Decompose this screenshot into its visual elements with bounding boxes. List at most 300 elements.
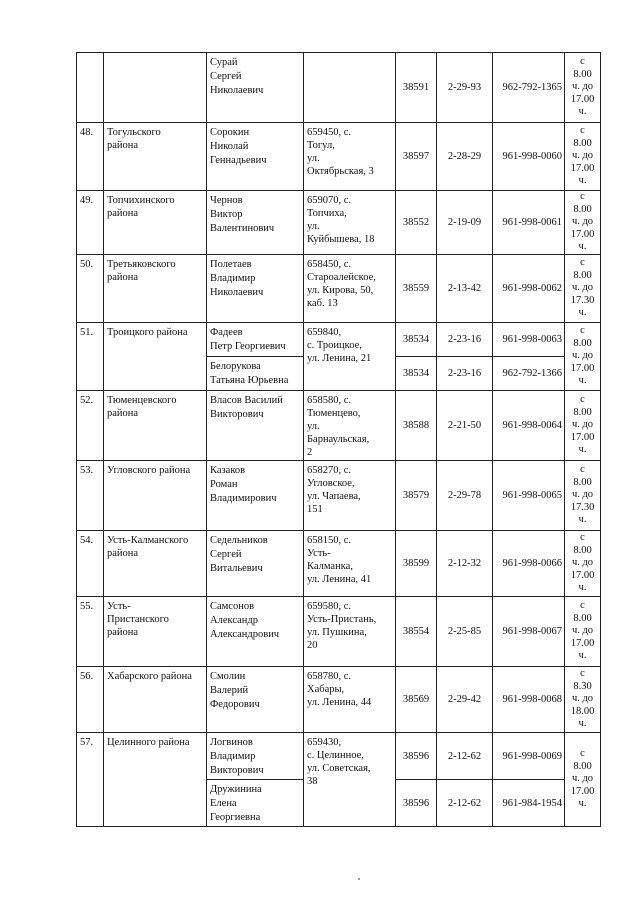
text-line: ул. Ленина, 21: [307, 353, 372, 364]
text-line: Самсонов: [210, 601, 255, 612]
address: [304, 191, 396, 255]
text-line: 18.00: [570, 705, 595, 717]
text-line: района: [107, 627, 139, 638]
text-line: с. Целинное,: [307, 750, 364, 761]
working-hours: [565, 733, 601, 827]
phone-number: [437, 255, 493, 323]
table-row: [77, 733, 601, 780]
table-row: [77, 255, 601, 323]
phone-number: [437, 667, 493, 733]
text-line: 658450, с.: [307, 259, 352, 270]
row-number: [77, 123, 104, 191]
mobile-number: [493, 667, 565, 733]
text-line: Пристанского: [107, 614, 169, 625]
person-name: [207, 53, 304, 123]
text-line: Смолин: [210, 671, 246, 682]
text-line: Петр Георгиевич: [210, 341, 286, 352]
district-name: [104, 597, 207, 667]
text-line: ул. Чапаева,: [307, 491, 361, 502]
text-line: 17.00: [570, 637, 595, 649]
district-name: [104, 667, 207, 733]
text-line: 659580, с.: [307, 601, 352, 612]
text-line: ч.: [578, 582, 587, 594]
text-line: с: [580, 668, 585, 680]
address: [304, 733, 396, 827]
cell-text: 962-792-1365: [502, 82, 562, 93]
person-name: [207, 255, 304, 323]
text-line: 658150, с.: [307, 535, 352, 546]
table-row: [77, 597, 601, 667]
row-number: [77, 667, 104, 733]
phone-area-code: [396, 391, 437, 461]
text-line: с: [580, 191, 585, 203]
cell-text: 961-998-0067: [502, 626, 562, 637]
text-line: 658780, с.: [307, 671, 352, 682]
text-line: Барнаульская,: [307, 434, 370, 445]
text-line: ч. до: [571, 350, 594, 362]
text-line: Хабары,: [307, 684, 345, 695]
text-line: Сергей: [210, 71, 242, 82]
mobile-number: [493, 597, 565, 667]
text-line: Седельников: [210, 535, 268, 546]
text-line: ул.: [307, 421, 320, 432]
text-line: ч. до: [571, 557, 594, 569]
text-line: ул. Ленина, 41: [307, 574, 372, 585]
cell-text: 961-998-0064: [502, 420, 562, 431]
text-line: ч.: [578, 307, 587, 319]
cell-text: 961-998-0061: [502, 217, 562, 228]
contacts-table: [76, 52, 601, 827]
cell-text: 38559: [402, 283, 430, 294]
address: [304, 323, 396, 391]
phone-area-code: [396, 191, 437, 255]
text-line: Полетаев: [210, 259, 252, 270]
cell-text: 48.: [80, 127, 94, 138]
text-line: 17.30: [570, 501, 595, 513]
working-hours: [565, 531, 601, 597]
text-line: 17.00: [570, 362, 595, 374]
table-body: [77, 53, 601, 827]
text-line: Усть-: [307, 548, 331, 559]
phone-number: [437, 191, 493, 255]
text-line: ул. Ленина, 44: [307, 697, 372, 708]
text-line: Геннадьевич: [210, 155, 267, 166]
text-line: 17.00: [570, 93, 595, 105]
text-line: ч.: [578, 241, 587, 253]
cell-text: 2-21-50: [447, 420, 482, 431]
cell-text: 49.: [80, 195, 94, 206]
cell-text: 2-12-62: [447, 750, 482, 762]
cell-text: 2-13-42: [447, 283, 482, 294]
text-line: ч. до: [571, 773, 594, 785]
working-hours: [565, 597, 601, 667]
cell-text: 961-984-1954: [502, 797, 562, 809]
cell-text: 962-792-1366: [502, 368, 562, 379]
cell-text: 38579: [402, 490, 430, 501]
text-line: 8.30: [573, 680, 592, 692]
working-hours: [565, 323, 601, 391]
text-line: Куйбышева, 18: [307, 234, 375, 245]
working-hours: [565, 461, 601, 531]
table-row: [77, 531, 601, 597]
cell-text: 961-998-0069: [502, 750, 562, 762]
working-hours: [565, 667, 601, 733]
row-number: [77, 733, 104, 827]
text-line: Николай: [210, 141, 249, 152]
cell-text: 2-23-16: [447, 368, 482, 379]
text-line: 658580, с.: [307, 395, 352, 406]
cell-text: 56.: [80, 671, 94, 682]
cell-text: 38534: [402, 368, 430, 379]
phone-number: [437, 53, 493, 123]
text-line: 8.00: [573, 406, 592, 418]
text-line: 8.00: [573, 760, 592, 772]
cell-text: 961-998-0068: [502, 694, 562, 705]
address: [304, 255, 396, 323]
row-number: [77, 531, 104, 597]
table-row: [77, 391, 601, 461]
text-line: Усть-Калманского: [107, 535, 189, 546]
cell-text: 2-12-62: [447, 797, 482, 809]
text-line: Николаевич: [210, 287, 264, 298]
row-number: [77, 191, 104, 255]
text-line: Угловского района: [107, 465, 191, 476]
mobile-number: [493, 531, 565, 597]
address: [304, 597, 396, 667]
text-line: Александр: [210, 615, 258, 626]
mobile-number: [493, 53, 565, 123]
cell-text: 50.: [80, 259, 94, 270]
text-line: с: [580, 56, 585, 68]
text-line: с: [580, 748, 585, 760]
address: [304, 391, 396, 461]
text-line: с: [580, 325, 585, 337]
text-line: ул. Советская,: [307, 763, 371, 774]
cell-text: 38599: [402, 558, 430, 569]
mobile-number: [493, 255, 565, 323]
cell-text: 52.: [80, 395, 94, 406]
text-line: Сурай: [210, 57, 238, 68]
mobile-number: [493, 733, 565, 780]
cell-text: 2-19-09: [447, 217, 482, 228]
mobile-number: [493, 323, 565, 357]
cell-text: 2-29-78: [447, 490, 482, 501]
phone-area-code: [396, 255, 437, 323]
person-name: [207, 191, 304, 255]
text-line: 8.00: [573, 137, 592, 149]
person-name: [207, 357, 304, 391]
cell-text: 57.: [80, 737, 94, 748]
cell-text: 38596: [402, 750, 430, 762]
person-name: [207, 780, 304, 827]
person-name: [207, 391, 304, 461]
person-name: [207, 323, 304, 357]
text-line: ч. до: [571, 489, 594, 501]
person-name: [207, 597, 304, 667]
working-hours: [565, 255, 601, 323]
cell-text: 2-28-29: [447, 151, 482, 162]
text-line: 8.00: [573, 544, 592, 556]
working-hours: [565, 53, 601, 123]
text-line: 8.00: [573, 269, 592, 281]
mobile-number: [493, 123, 565, 191]
cell-text: 38596: [402, 797, 430, 809]
cell-text: 2-25-85: [447, 626, 482, 637]
phone-number: [437, 780, 493, 827]
text-line: ул.: [307, 221, 320, 232]
text-line: с: [580, 257, 585, 269]
text-line: Сорокин: [210, 127, 250, 138]
text-line: Целинного района: [107, 737, 190, 748]
text-line: Третьяковского: [107, 259, 176, 270]
text-line: ч.: [578, 718, 587, 730]
text-line: ч. до: [571, 419, 594, 431]
row-number: [77, 255, 104, 323]
row-number: [77, 597, 104, 667]
row-number: [77, 461, 104, 531]
text-line: 151: [307, 504, 323, 515]
text-line: Фадеев: [210, 327, 243, 338]
cell-text: 54.: [80, 535, 94, 546]
phone-area-code: [396, 531, 437, 597]
text-line: ч.: [578, 375, 587, 387]
phone-number: [437, 531, 493, 597]
cell-text: 961-998-0060: [502, 151, 562, 162]
text-line: Валерий: [210, 685, 249, 696]
mobile-number: [493, 391, 565, 461]
mobile-number: [493, 191, 565, 255]
text-line: ч.: [578, 175, 587, 187]
page-mark: [358, 878, 360, 880]
text-line: ч. до: [571, 625, 594, 637]
cell-text: 2-23-16: [447, 334, 482, 345]
phone-number: [437, 597, 493, 667]
phone-number: [437, 391, 493, 461]
person-name: [207, 531, 304, 597]
text-line: ч. до: [571, 282, 594, 294]
district-name: [104, 391, 207, 461]
text-line: 17.00: [570, 431, 595, 443]
table-row: [77, 191, 601, 255]
text-line: Топчихинского: [107, 195, 175, 206]
phone-area-code: [396, 733, 437, 780]
text-line: Октябрьская, 3: [307, 166, 374, 177]
text-line: Виктор: [210, 209, 243, 220]
text-line: Чернов: [210, 195, 243, 206]
district-name: [104, 531, 207, 597]
working-hours: [565, 191, 601, 255]
text-line: с: [580, 464, 585, 476]
text-line: ч.: [578, 106, 587, 118]
text-line: Георгиевна: [210, 812, 261, 823]
row-number: [77, 323, 104, 391]
text-line: Калманка,: [307, 561, 353, 572]
text-line: 17.00: [570, 785, 595, 797]
text-line: 8.00: [573, 68, 592, 80]
address: [304, 53, 396, 123]
text-line: 659070, с.: [307, 195, 352, 206]
text-line: с: [580, 600, 585, 612]
address: [304, 461, 396, 531]
cell-text: 55.: [80, 601, 94, 612]
person-name: [207, 461, 304, 531]
text-line: Викторович: [210, 409, 264, 420]
cell-text: 38552: [402, 217, 430, 228]
cell-text: 38588: [402, 420, 430, 431]
text-line: Викторович: [210, 765, 264, 776]
text-line: с: [580, 125, 585, 137]
text-line: ч.: [578, 444, 587, 456]
text-line: с: [580, 394, 585, 406]
text-line: ч. до: [571, 693, 594, 705]
text-line: района: [107, 208, 139, 219]
text-line: 659840,: [307, 327, 342, 338]
cell-text: 38534: [402, 334, 430, 345]
text-line: Елена: [210, 798, 237, 809]
phone-area-code: [396, 780, 437, 827]
working-hours: [565, 391, 601, 461]
text-line: района: [107, 140, 139, 151]
district-name: [104, 191, 207, 255]
text-line: Федорович: [210, 699, 260, 710]
mobile-number: [493, 780, 565, 827]
text-line: Угловское,: [307, 478, 355, 489]
text-line: 17.00: [570, 162, 595, 174]
phone-number: [437, 323, 493, 357]
cell-text: 38554: [402, 626, 430, 637]
address: [304, 667, 396, 733]
cell-text: 2-29-93: [447, 82, 482, 93]
mobile-number: [493, 461, 565, 531]
cell-text: 38569: [402, 694, 430, 705]
text-line: ч. до: [571, 216, 594, 228]
mobile-number: [493, 357, 565, 391]
text-line: Тюменцевского: [107, 395, 177, 406]
cell-text: 961-998-0066: [502, 558, 562, 569]
text-line: Владимир: [210, 751, 256, 762]
text-line: Тогульского: [107, 127, 161, 138]
text-line: Дружинина: [210, 784, 262, 795]
district-name: [104, 323, 207, 391]
cell-text: 38591: [402, 82, 430, 93]
text-line: 17.00: [570, 228, 595, 240]
person-name: [207, 123, 304, 191]
text-line: Валентинович: [210, 223, 275, 234]
text-line: 20: [307, 640, 318, 651]
text-line: 8.00: [573, 337, 592, 349]
cell-text: 961-998-0065: [502, 490, 562, 501]
phone-area-code: [396, 323, 437, 357]
text-line: Владимир: [210, 273, 256, 284]
person-name: [207, 733, 304, 780]
text-line: ул.: [307, 153, 320, 164]
text-line: Хабарского района: [107, 671, 192, 682]
phone-area-code: [396, 53, 437, 123]
text-line: 17.30: [570, 294, 595, 306]
phone-area-code: [396, 667, 437, 733]
phone-area-code: [396, 461, 437, 531]
text-line: ул. Кирова, 50,: [307, 285, 374, 296]
table-row: [77, 123, 601, 191]
text-line: района: [107, 548, 139, 559]
district-name: [104, 53, 207, 123]
text-line: 659430,: [307, 737, 342, 748]
text-line: с. Троицкое,: [307, 340, 362, 351]
text-line: Владимирович: [210, 493, 277, 504]
text-line: Троицкого района: [107, 327, 188, 338]
text-line: Казаков: [210, 465, 246, 476]
district-name: [104, 461, 207, 531]
text-line: 38: [307, 776, 318, 787]
text-line: с: [580, 532, 585, 544]
text-line: ул. Пушкина,: [307, 627, 367, 638]
cell-text: 51.: [80, 327, 94, 338]
text-line: Топчиха,: [307, 208, 347, 219]
text-line: ч. до: [571, 81, 594, 93]
table-row: [77, 461, 601, 531]
text-line: района: [107, 408, 139, 419]
district-name: [104, 733, 207, 827]
cell-text: 38597: [402, 151, 430, 162]
district-name: [104, 123, 207, 191]
phone-area-code: [396, 123, 437, 191]
text-line: Логвинов: [210, 737, 253, 748]
cell-text: 2-29-42: [447, 694, 482, 705]
phone-area-code: [396, 357, 437, 391]
text-line: ч.: [578, 514, 587, 526]
cell-text: 961-998-0063: [502, 334, 562, 345]
text-line: Усть-: [107, 601, 131, 612]
text-line: 17.00: [570, 569, 595, 581]
text-line: ч.: [578, 650, 587, 662]
phone-number: [437, 123, 493, 191]
text-line: 659450, с.: [307, 127, 352, 138]
table-row: [77, 53, 601, 123]
text-line: Сергей: [210, 549, 242, 560]
text-line: каб. 13: [307, 298, 338, 309]
text-line: Николаевич: [210, 85, 264, 96]
cell-text: 2-12-32: [447, 558, 482, 569]
working-hours: [565, 123, 601, 191]
text-line: 658270, с.: [307, 465, 352, 476]
text-line: 8.00: [573, 476, 592, 488]
text-line: Тогул,: [307, 140, 335, 151]
text-line: Тюменцево,: [307, 408, 361, 419]
row-number: [77, 391, 104, 461]
text-line: Татьяна Юрьевна: [210, 375, 289, 386]
text-line: района: [107, 272, 139, 283]
text-line: 8.00: [573, 612, 592, 624]
cell-text: 961-998-0062: [502, 283, 562, 294]
text-line: Роман: [210, 479, 238, 490]
text-line: ч.: [578, 798, 587, 810]
table-row: [77, 667, 601, 733]
text-line: Власов Василий: [210, 395, 283, 406]
text-line: Александрович: [210, 629, 280, 640]
address: [304, 123, 396, 191]
text-line: 2: [307, 447, 313, 458]
person-name: [207, 667, 304, 733]
phone-area-code: [396, 597, 437, 667]
phone-number: [437, 461, 493, 531]
phone-number: [437, 357, 493, 391]
row-number: [77, 53, 104, 123]
district-name: [104, 255, 207, 323]
cell-text: 53.: [80, 465, 94, 476]
phone-number: [437, 733, 493, 780]
text-line: Витальевич: [210, 563, 263, 574]
text-line: ч. до: [571, 150, 594, 162]
